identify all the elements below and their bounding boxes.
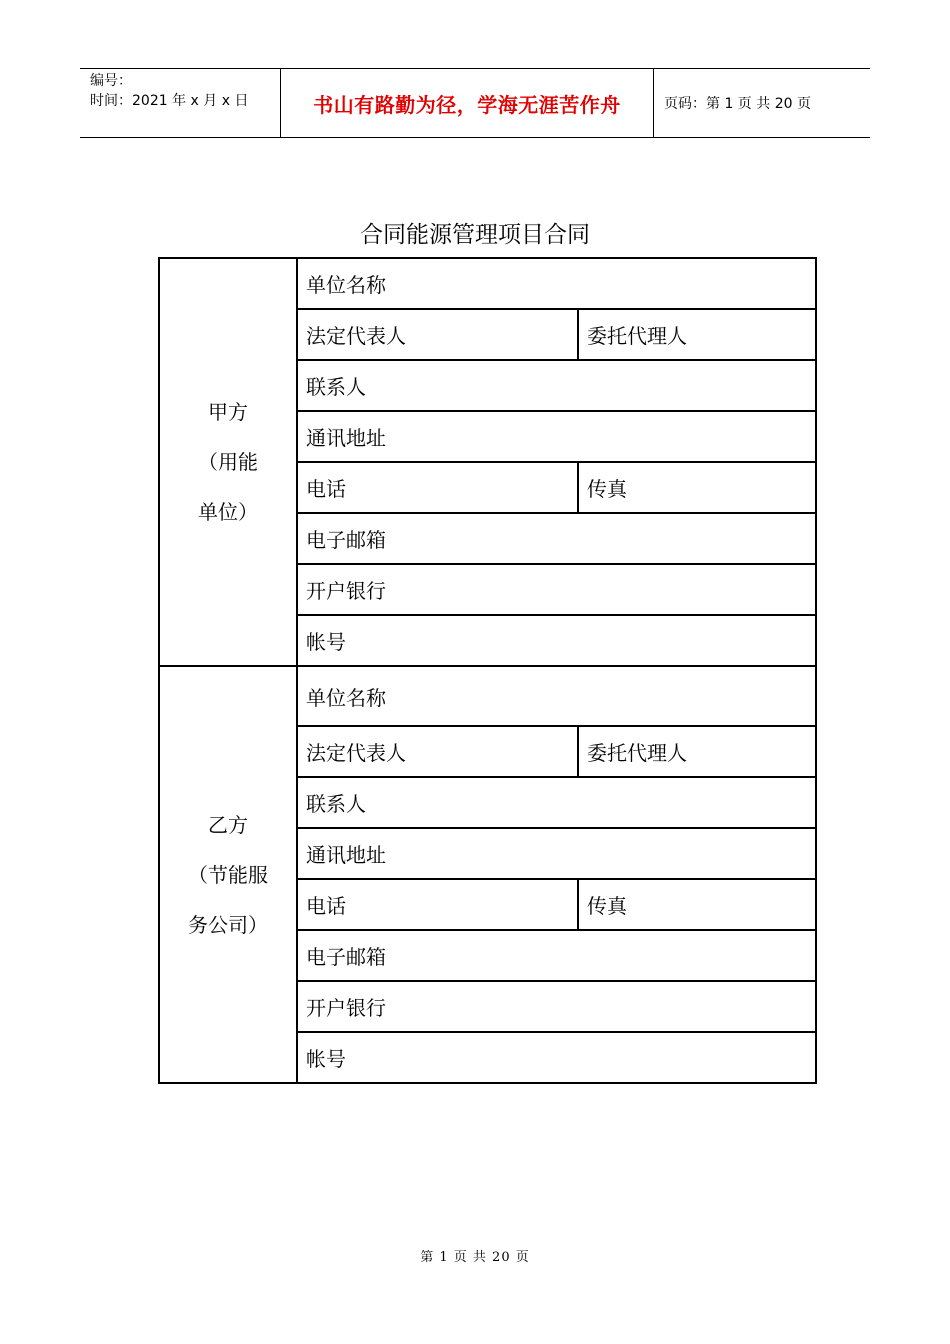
party-a-email-field[interactable]: 电子邮箱 (297, 513, 816, 564)
header-motto-cell (281, 69, 654, 137)
party-a-role-line1: （用能 (198, 450, 258, 474)
party-b-label-cell (159, 666, 297, 1083)
party-b-role-line2: 务公司） (188, 912, 268, 937)
party-b-unit-name-field[interactable]: 单位名称 (297, 666, 816, 726)
party-b-fax-field[interactable]: 传真 (578, 879, 816, 930)
party-a-role-line2: 单位） (198, 500, 258, 524)
party-b-legal-rep-field[interactable]: 法定代表人 (297, 726, 578, 777)
header-page-info: 页码：第 1 页 共 20 页 (664, 96, 811, 112)
party-b-agent-field[interactable]: 委托代理人 (578, 726, 816, 777)
party-a-phone-field[interactable]: 电话 (297, 462, 578, 513)
party-a-address-field[interactable]: 通讯地址 (297, 411, 816, 462)
party-a-bank-field[interactable]: 开户银行 (297, 564, 816, 615)
party-a-contact-field[interactable]: 联系人 (297, 360, 816, 411)
party-b-label: 乙方 (208, 812, 248, 837)
party-a-fax-field[interactable]: 传真 (578, 462, 816, 513)
party-a-label: 甲方 (208, 400, 248, 424)
party-b-bank-field[interactable]: 开户银行 (297, 981, 816, 1032)
header-motto: 书山有路勤为径，学海无涯苦作舟 (313, 92, 621, 117)
party-a-agent-field[interactable]: 委托代理人 (578, 309, 816, 360)
party-a-unit-name-row (159, 258, 816, 309)
document-date: 时间：2021 年 x 月 x 日 (90, 93, 249, 109)
party-a-label-cell (159, 258, 297, 666)
page-header (80, 68, 870, 138)
party-a-account-field[interactable]: 帐号 (297, 615, 816, 666)
party-b-address-field[interactable]: 通讯地址 (297, 828, 816, 879)
party-a-legal-rep-field[interactable]: 法定代表人 (297, 309, 578, 360)
document-title: 合同能源管理项目合同 (360, 222, 590, 248)
party-b-phone-field[interactable]: 电话 (297, 879, 578, 930)
party-b-unit-name-row (159, 666, 816, 726)
party-b-account-field[interactable]: 帐号 (297, 1032, 816, 1083)
page-footer: 第 1 页 共 20 页 (420, 1250, 530, 1265)
party-a-unit-name-field[interactable]: 单位名称 (297, 258, 816, 309)
contract-party-table (158, 257, 817, 1084)
document-number-label: 编号： (90, 73, 132, 89)
header-meta (80, 69, 281, 137)
party-b-role-line1: （节能服 (188, 862, 268, 887)
party-b-email-field[interactable]: 电子邮箱 (297, 930, 816, 981)
party-b-contact-field[interactable]: 联系人 (297, 777, 816, 828)
